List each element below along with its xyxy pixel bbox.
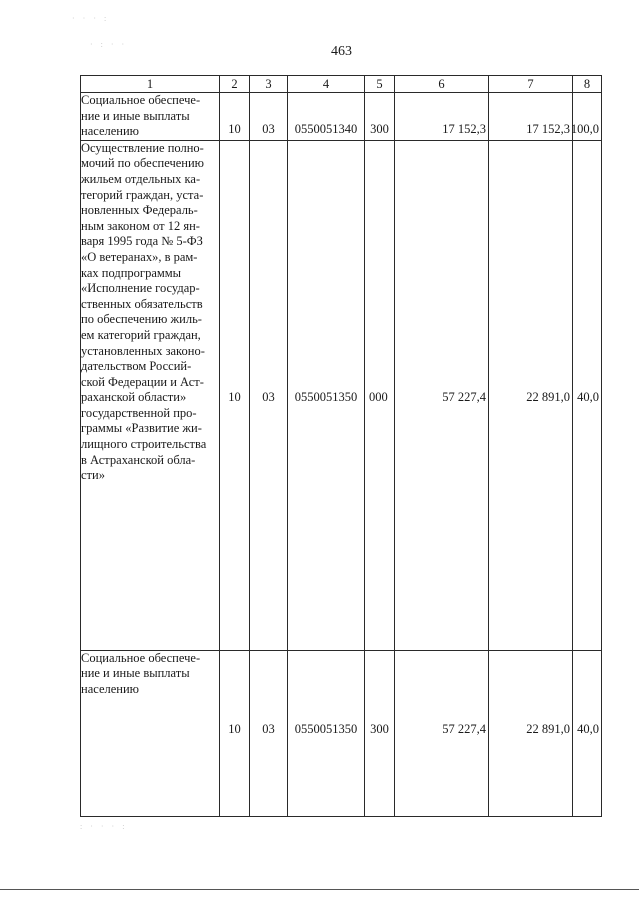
cell-subsection: 03: [250, 650, 288, 816]
cell-section: 10: [220, 140, 250, 650]
cell-percent: 100,0: [573, 93, 602, 141]
cell-executed: 22 891,0: [489, 140, 573, 650]
cell-target-article: 0550051340: [288, 93, 365, 141]
column-header-8: 8: [573, 76, 602, 93]
column-header-5: 5: [365, 76, 395, 93]
cell-planned: 57 227,4: [395, 140, 489, 650]
header-row: [81, 76, 602, 93]
cell-subsection: 03: [250, 140, 288, 650]
cell-target-article: 0550051350: [288, 650, 365, 816]
cell-percent: 40,0: [573, 140, 602, 650]
scan-noise: : · · · :: [80, 822, 128, 831]
cell-planned: 57 227,4: [395, 650, 489, 816]
column-header-4: 4: [288, 76, 365, 93]
column-header-3: 3: [250, 76, 288, 93]
column-header-2: 2: [220, 76, 250, 93]
cell-expense-type: 300: [365, 93, 395, 141]
scan-noise: · · · :: [72, 14, 110, 23]
cell-planned: 17 152,3: [395, 93, 489, 141]
row-name: Социальное обеспече- ние и иные выплаты населению: [81, 93, 220, 141]
cell-subsection: 03: [250, 93, 288, 141]
budget-table: [80, 75, 602, 817]
cell-section: 10: [220, 93, 250, 141]
cell-target-article: 0550051350: [288, 140, 365, 650]
row-name: Осуществление полно- мочий по обеспечению жильем отдельных ка- тегорий граждан, уста- новленных Федераль- ным законом от 12 ян- варя 1995 года № 5-ФЗ «О ветеранах», в рам- ках подпрограммы «Исполнение государ- ственных обязательств по обеспечению жиль- ем категорий граждан, установленных законо- дательством Россий- ской Федерации и Аст- раханской области» государственной про- граммы «Развитие жи- лищного строительства в Астраханской обла- сти»: [81, 140, 220, 650]
table-row: [81, 93, 602, 141]
cell-expense-type: 000: [365, 140, 395, 650]
cell-executed: 17 152,3: [489, 93, 573, 141]
page-number: 463: [331, 44, 352, 59]
column-header-7: 7: [489, 76, 573, 93]
column-header-6: 6: [395, 76, 489, 93]
scan-noise: · : · ·: [90, 40, 128, 49]
cell-expense-type: 300: [365, 650, 395, 816]
cell-percent: 40,0: [573, 650, 602, 816]
column-header-1: 1: [81, 76, 220, 93]
table-row: [81, 140, 602, 650]
cell-executed: 22 891,0: [489, 650, 573, 816]
page-bottom-rule: [0, 889, 639, 890]
cell-section: 10: [220, 650, 250, 816]
row-name: Социальное обеспече- ние и иные выплаты населению: [81, 650, 220, 816]
table-row: [81, 650, 602, 816]
